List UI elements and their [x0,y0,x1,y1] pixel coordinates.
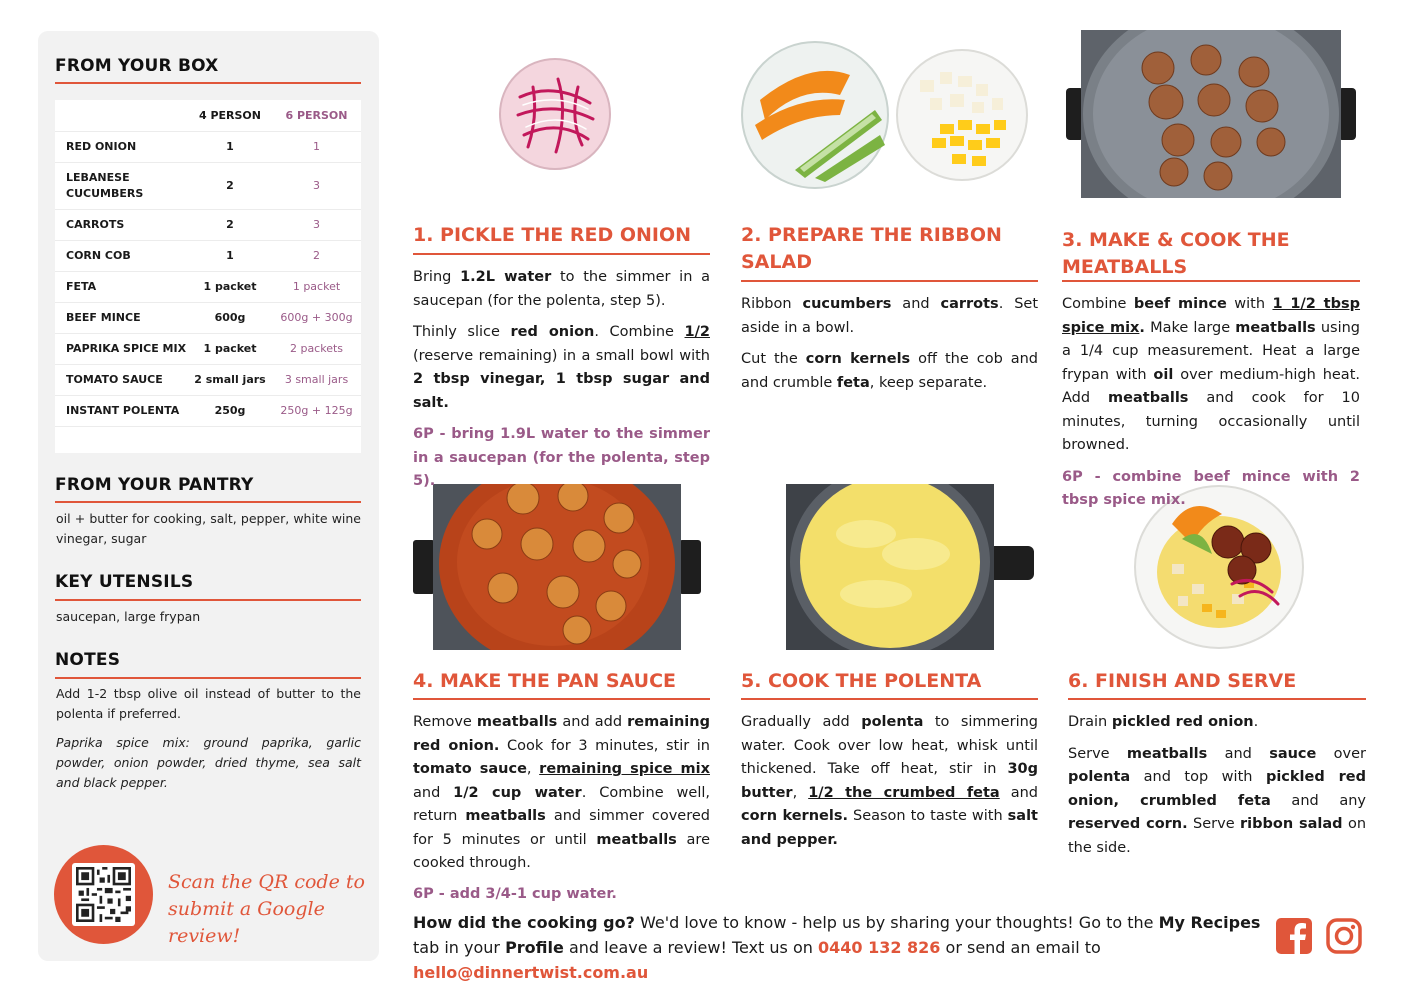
step-1-title: 1. PICKLE THE RED ONION [413,224,692,246]
step-1-text: Bring 1.2L water to the simmer in a saucepan (for the polenta, step 5). Thinly slice red onion. Combine 1/2 (reserve remaining) in a small bowl with 2 tbsp vinegar, 1 tbsp sugar and salt. 6P - bring 1.9L water to the simmer in a saucepan (for the polenta, step 5). [413,266,710,502]
table-row [55,240,361,271]
notes-spice-mix-text: Paprika spice mix: ground paprika, garlic powder, onion powder, dried thyme, sea salt and black pepper. [56,735,361,790]
table-header-6-person: 6 PERSON [272,100,361,131]
divider [413,253,710,255]
divider [1068,698,1366,700]
ingredient-name: FETA [55,271,188,302]
table-filler-row [55,426,361,453]
feedback-footer [413,910,1263,985]
step-3-text: Combine beef mince with 1 1/2 tbsp spice mix. Make large meatballs using a 1/4 cup measurement. Heat a large frypan with oil over medium-high heat. Add meatballs and cook for 10 minutes, turning occasionally until browned. 6P - combine beef mince with 2 tbsp spice mix. [1062,293,1360,521]
notes-heading: NOTES [55,650,121,670]
step-3-6p-note: 6P - combine beef mince with 2 tbsp spice mix. [1062,468,1360,508]
table-row [55,271,361,302]
qr-code-icon[interactable] [72,863,135,926]
step-2-title: 2. PREPARE THE RIBBON SALAD [741,224,1002,273]
divider [413,698,710,700]
from-your-pantry-heading: FROM YOUR PANTRY [55,475,254,495]
ingredient-name: CARROTS [55,209,188,240]
qty-6: 1 [272,131,361,162]
ingredient-name: INSTANT POLENTA [55,395,188,426]
meatballs-pan-image [1066,30,1356,198]
divider [55,599,361,601]
table-row [55,333,361,364]
table-row [55,209,361,240]
divider [1062,280,1360,282]
email-link[interactable]: hello@dinnertwist.com.au [413,963,649,982]
footer-text: or send an email to [940,938,1101,957]
utensils-text: saucepan, large frypan [56,609,201,624]
facebook-icon[interactable] [1276,918,1312,954]
step-2-text: Ribbon cucumbers and carrots. Set aside in a bowl. Cut the corn kernels off the cob and and crumble feta, keep separate. [741,296,1039,391]
ingredient-name: CORN COB [55,240,188,271]
qty-4: 600g [188,302,272,333]
qty-4: 2 small jars [188,364,272,395]
table-header-4-person: 4 PERSON [188,100,272,131]
qty-4: 2 [188,209,272,240]
notes-text: Add 1-2 tbsp olive oil instead of butter to the polenta if preferred. [56,686,361,721]
step-4-text: Remove meatballs and add remaining red onion. Cook for 3 minutes, stir in tomato sauce, remaining spice mix and 1/2 cup water. Combine well, return meatballs and simmer covered for 5 minutes or until meatballs are cooked through. [413,714,710,871]
ingredient-name: TOMATO SAUCE [55,364,188,395]
table-row [55,162,361,209]
ingredient-name: RED ONION [55,131,188,162]
instagram-icon[interactable] [1326,918,1362,954]
ingredients-table [55,100,361,453]
table-row [55,364,361,395]
step-6-title: 6. FINISH AND SERVE [1068,670,1297,692]
qr-review-text: Scan the QR code to submit a Google review! [168,871,365,947]
ingredient-name: PAPRIKA SPICE MIX [55,333,188,364]
qr-badge[interactable] [54,845,153,944]
table-header-row [55,100,361,131]
divider [55,82,361,84]
divider [55,677,361,679]
qty-4: 1 [188,240,272,271]
my-recipes-link[interactable]: My Recipes [1158,913,1261,932]
qty-6: 3 small jars [272,364,361,395]
key-utensils-heading: KEY UTENSILS [55,572,194,592]
qty-6: 600g + 300g [272,302,361,333]
table-row [55,302,361,333]
table-header [55,100,188,131]
footer-question: How did the cooking go? [413,913,635,932]
step-5-title: 5. COOK THE POLENTA [741,670,982,692]
ingredient-name: LEBANESE CUCUMBERS [55,162,188,209]
qty-6: 3 [272,209,361,240]
table-row [55,131,361,162]
footer-text: We'd love to know - help us by sharing your thoughts! Go to the [634,913,1159,932]
sidebar [38,31,379,961]
from-your-box-heading: FROM YOUR BOX [55,56,219,76]
qty-6: 250g + 125g [272,395,361,426]
qty-4: 250g [188,395,272,426]
qty-6: 2 [272,240,361,271]
step-3-title: 3. MAKE & COOK THE MEATBALLS [1062,229,1290,278]
footer-text: tab in your [413,938,506,957]
table-row [55,395,361,426]
polenta-pot-image [786,484,1034,650]
step-6-text: Drain pickled red onion. Serve meatballs and sauce over polenta and top with pickled red onion, crumbled feta and any reserved corn. Serve ribbon salad on the side. [1068,714,1367,856]
pantry-text: oil + butter for cooking, salt, pepper, white wine vinegar, sugar [56,511,361,546]
qty-4: 1 [188,131,272,162]
phone-link[interactable]: 0440 132 826 [817,938,941,957]
divider [55,501,361,503]
profile-link[interactable]: Profile [505,938,564,957]
divider [741,280,1038,282]
step-4-6p-note: 6P - add 3/4-1 cup water. [413,886,617,902]
qty-4: 1 packet [188,271,272,302]
qty-4: 2 [188,162,272,209]
ribbon-salad-image [740,40,1030,190]
qty-6: 3 [272,162,361,209]
qty-6: 2 packets [272,333,361,364]
pan-sauce-image [413,484,701,650]
divider [741,698,1038,700]
footer-text: and leave a review! Text us on [563,938,818,957]
step-5-text: Gradually add polenta to simmering water. Cook over low heat, whisk until thickened. Take off heat, stir in 30g butter, 1/2 the crumbed feta and corn kernels. Season to taste with salt and pepper. [741,714,1039,848]
step-1-6p-note: 6P - bring 1.9L water to the simmer in a saucepan (for the polenta, step 5). [413,426,710,489]
step-4-title: 4. MAKE THE PAN SAUCE [413,670,676,692]
qty-4: 1 packet [188,333,272,364]
ingredient-name: BEEF MINCE [55,302,188,333]
pickled-onion-image [498,57,613,172]
qty-6: 1 packet [272,271,361,302]
